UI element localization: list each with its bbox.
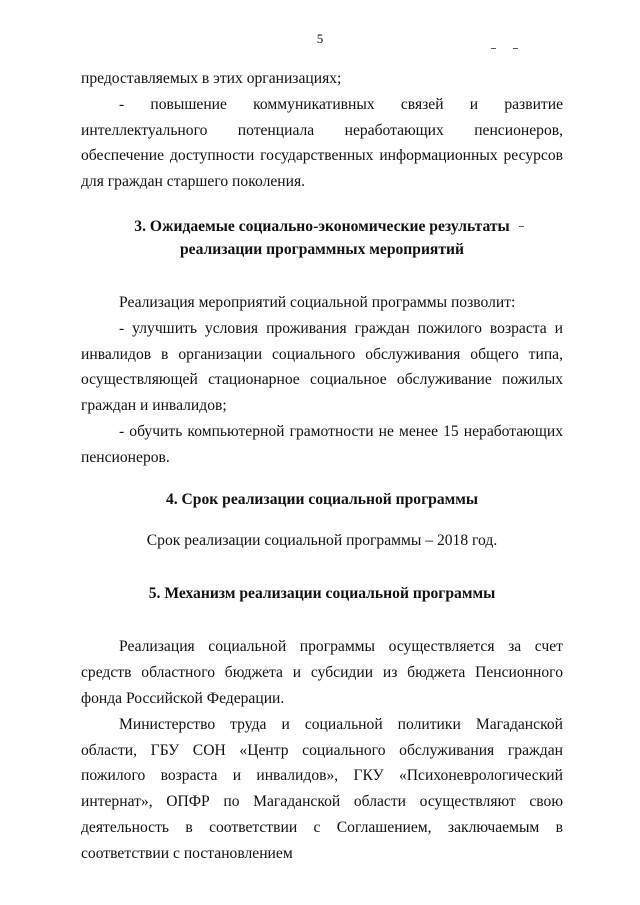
- section-heading-4: 4. Срок реализации социальной программы: [165, 490, 479, 508]
- paragraph-funding: Реализация социальной программы осуществляется за счет средств областного бюджета и субсидии из бюджета Пенсионного фонда Российской Федерации.: [81, 638, 563, 707]
- paragraph-program-allows: Реализация мероприятий социальной программы позволит:: [119, 293, 516, 311]
- document-body: [81, 66, 563, 867]
- scan-mark: [513, 48, 518, 49]
- page-number: 5: [316, 31, 324, 46]
- paragraph-program-term: Срок реализации социальной программы – 2018 год.: [146, 531, 498, 549]
- section-heading-5: 5. Механизм реализации социальной программы: [148, 585, 496, 603]
- paragraph-ministry: Министерство труда и социальной политики Магаданской области, ГБУ СОН «Центр социального обслуживания граждан пожилого возраста и инвалидов», ГКУ «Психоневрологический интернат», ОПФР по Магаданской области осуществляют свою деятельность в соответствии с Соглашением, заключаемым в соответствии с постановлением: [81, 715, 563, 862]
- section-heading-3-line-2: реализации программных мероприятий: [180, 240, 464, 258]
- scan-mark: [491, 48, 496, 49]
- section-heading-3-line-1: 3. Ожидаемые социально-экономические результаты: [134, 217, 510, 235]
- paragraph-bullet-computer-literacy: - обучить компьютерной грамотности не менее 15 неработающих пенсионеров.: [81, 422, 563, 466]
- paragraph-bullet-living-conditions: - улучшить условия проживания граждан пожилого возраста и инвалидов в организации социального обслуживания общего типа, осуществляющей стационарное социальное обслуживание пожилых граждан и инвалидов;: [81, 319, 563, 415]
- paragraph-continuation: предоставляемых в этих организациях;: [81, 70, 342, 87]
- paragraph-bullet-communication: - повышение коммуникативных связей и развитие интеллектуального потенциала неработающих пенсионеров, обеспечение доступности государственных информационных ресурсов для граждан старшего поколения.: [81, 95, 563, 191]
